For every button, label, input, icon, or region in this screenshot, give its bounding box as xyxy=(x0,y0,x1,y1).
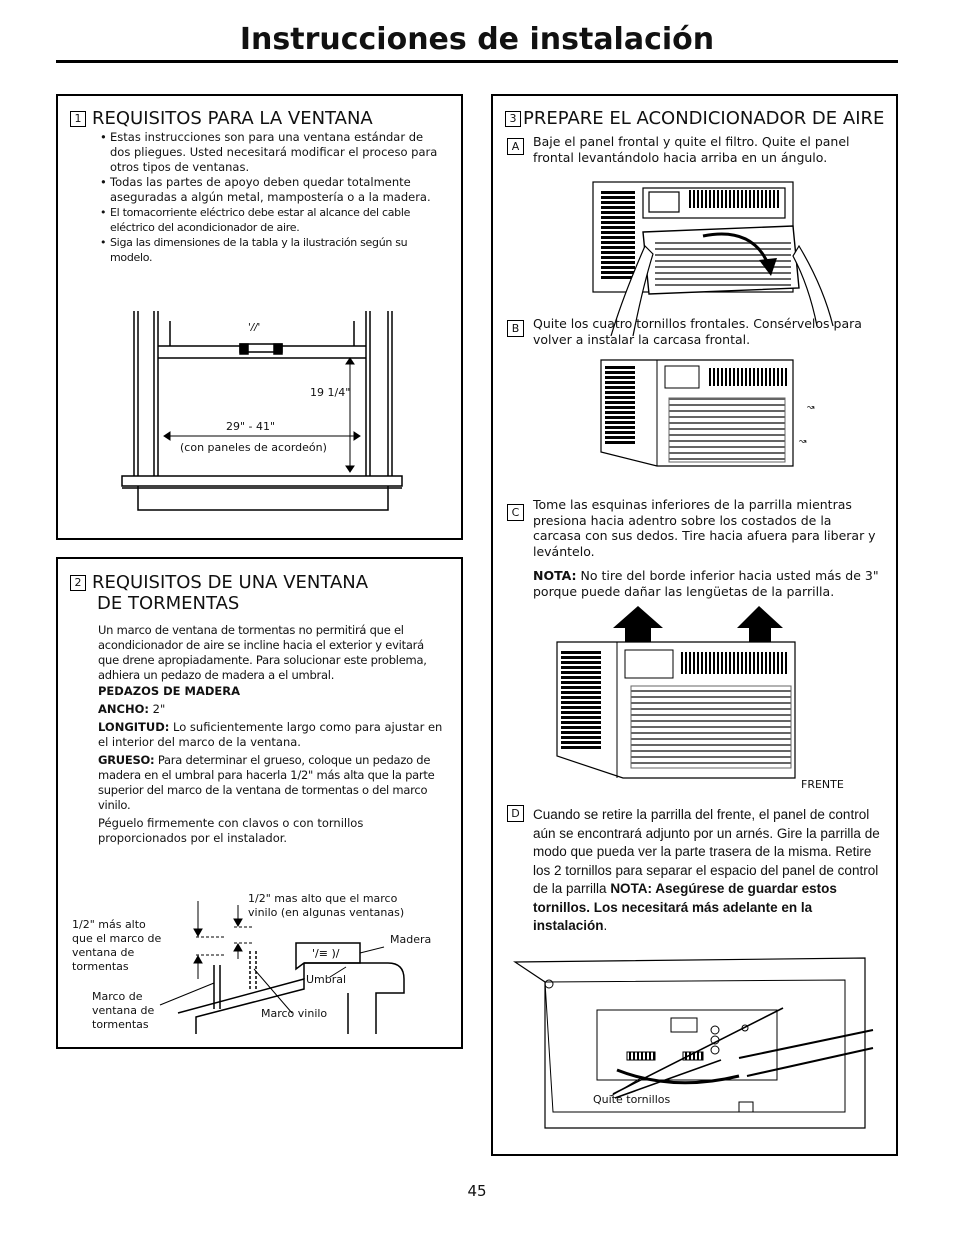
window-diagram xyxy=(58,96,463,540)
wood-length: LONGITUD: Lo suficientemente largo como para ajustar en el interior del marco de la ventana. xyxy=(98,720,443,749)
list-item: • Siga las dimensiones de la tabla y la ilustración según su modelo. xyxy=(98,235,443,265)
section2-heading: 2 REQUISITOS DE UNA VENTANA DE TORMENTAS xyxy=(70,572,460,614)
height-dimension-label: 19 1/4" xyxy=(310,386,351,399)
step-b-text: Quite los cuatro tornillos frontales. Consérvelos para volver a instalar la carcasa frontal. xyxy=(533,316,862,347)
sill-label: Umbral xyxy=(306,973,347,986)
step-c-text: Tome las esquinas inferiores de la parrilla mientras presiona hacia adentro sobre los costados de la carcasa con sus dedos. Tire hacia afuera para liberar y levántelo. xyxy=(533,497,876,559)
step-a-letter: A xyxy=(507,138,524,155)
control-panel-illustration xyxy=(493,952,898,1152)
half-vinyl-label: 1/2" mas alto que el marco vinilo (en algunas ventanas) xyxy=(248,892,405,919)
svg-text:'//': '//' xyxy=(248,322,261,333)
page-number: 45 xyxy=(467,1182,487,1200)
storm-intro: Un marco de ventana de tormentas no permitirá que el acondicionador de aire se incline hacia el exterior y evitará que drene apropiadamente. Para solucionar este problema, adhiera un pedazo de madera a el umbral. xyxy=(98,623,427,682)
front-label: FRENTE xyxy=(801,778,844,791)
svg-text:↝: ↝ xyxy=(799,437,807,447)
step-d-text: Cuando se retire la parrilla del frente, el panel de control aún se encontrará adjunto por un arnés. Gire la parrilla de modo que pueda ver la parte trasera de la misma. Retire los 2 tornillos para separar el espacio del panel de control de la parrilla NOTA: Asegúrese de guardar estos tornillos. Los necesitará más adelante en la instalación. xyxy=(533,807,880,933)
ac-lift-grille-illustration xyxy=(493,606,898,776)
step-c-note: NOTA: No tire del borde inferior hacia usted más de 3" porque puede dañar las lengüetas de la parrilla. xyxy=(533,568,879,599)
ac-screws-illustration xyxy=(493,356,898,476)
section1-number: 1 xyxy=(70,111,86,127)
list-item: • El tomacorriente eléctrico debe estar al alcance del cable eléctrico del acondicionador de aire. xyxy=(98,205,443,235)
step-c-letter: C xyxy=(507,504,524,521)
svg-text:↝: ↝ xyxy=(807,403,815,413)
page-title: Instrucciones de instalación xyxy=(239,22,715,57)
section2-number: 2 xyxy=(70,575,86,591)
step-b-letter: B xyxy=(507,320,524,337)
wood-title: PEDAZOS DE MADERA xyxy=(98,684,241,698)
section1-heading: 1 REQUISITOS PARA LA VENTANA xyxy=(70,108,460,129)
list-item: • Estas instrucciones son para una ventana estándar de dos pliegues. Usted necesitará modificar el proceso para otros tipos de ventanas. xyxy=(98,130,443,175)
section-storm-window xyxy=(56,557,463,1049)
step-a-text: Baje el panel frontal y quite el filtro. Quite el panel frontal levantándolo hacia arriba en un ángulo. xyxy=(533,134,850,165)
vinyl-frame-label: Marco vinilo xyxy=(261,1007,328,1020)
svg-text:'/≡ )/: '/≡ )/ xyxy=(312,947,340,960)
ac-remove-panel-illustration xyxy=(493,176,898,316)
section-prepare-ac xyxy=(491,94,898,1156)
remove-screws-label: Quite tornillos xyxy=(593,1093,671,1106)
section3-number: 3 xyxy=(505,111,521,127)
wood-attach: Péguelo firmemente con clavos o con tornillos proporcionados por el instalador. xyxy=(98,816,364,845)
step-d-letter: D xyxy=(507,805,524,822)
accordion-note-label: (con paneles de acordeón) xyxy=(180,441,327,454)
list-item: • Todas las partes de apoyo deben quedar totalmente aseguradas a algún metal, mampostería o a la madera. xyxy=(98,175,443,205)
wood-label: Madera xyxy=(390,933,432,946)
section3-heading: 3 PREPARE EL ACONDICIONADOR DE AIRE xyxy=(505,108,897,129)
half-storm-label: 1/2" más alto que el marco de ventana de tormentas xyxy=(72,918,162,973)
wood-width: ANCHO: 2" xyxy=(98,702,166,716)
storm-frame-label: Marco de ventana de tormentas xyxy=(92,990,155,1031)
section-window-requirements xyxy=(56,94,463,540)
width-dimension-label: 29" - 41" xyxy=(226,420,276,433)
wood-thickness: GRUESO: Para determinar el grueso, coloque un pedazo de madera en el umbral para hacerla 1/2" más alta que la parte superior del marco de la ventana de tormentas o del marco vinilo. xyxy=(98,753,435,812)
storm-window-diagram xyxy=(58,559,463,1049)
title-rule xyxy=(56,60,898,63)
